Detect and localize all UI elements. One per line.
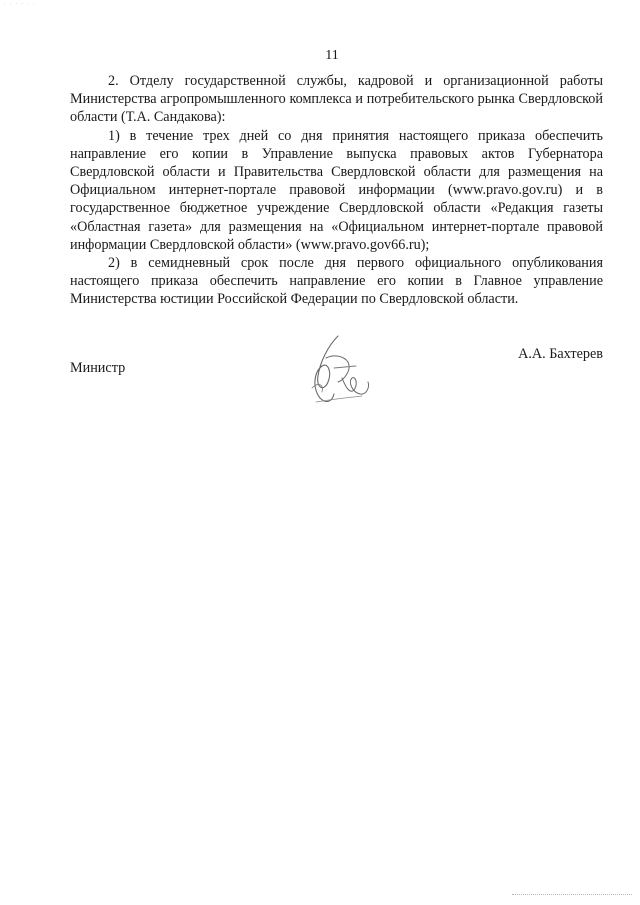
document-body	[70, 72, 603, 309]
paragraph-subitem-2: 2) в семидневный срок после дня первого официального опубликования настоящего приказа обеспечить направление его копии в Главное управление Министерства юстиции Российской Федерации по Свердловской области.	[70, 255, 603, 308]
handwritten-signature	[298, 332, 388, 412]
signer-name: А.А. Бахтерев	[518, 346, 603, 362]
signer-title: Министр	[70, 360, 126, 376]
signature-block	[70, 340, 603, 430]
scan-edge-line	[512, 894, 632, 895]
paragraph-subitem-1: 1) в течение трех дней со дня принятия настоящего приказа обеспечить направление его копии в Управление выпуска правовых актов Губернатора Свердловской области и Правительства Свердловской области для размещения на Официальном интернет-портале правовой информации (www.pravo.gov.ru) и в государственное бюджетное учреждение Свердловской области «Редакция газеты «Областная газета» для размещения на «Официальном интернет-портале правовой информации Свердловской области» (www.pravo.gov66.ru);	[70, 127, 603, 253]
paragraph-item-2: 2. Отделу государственной службы, кадровой и организационной работы Министерства агропромышленного комплекса и потребительского рынка Свердловской области (Т.А. Сандакова):	[70, 73, 603, 126]
page-number: 11	[325, 48, 339, 63]
scan-artifact: · · · · · ·	[4, 1, 36, 8]
